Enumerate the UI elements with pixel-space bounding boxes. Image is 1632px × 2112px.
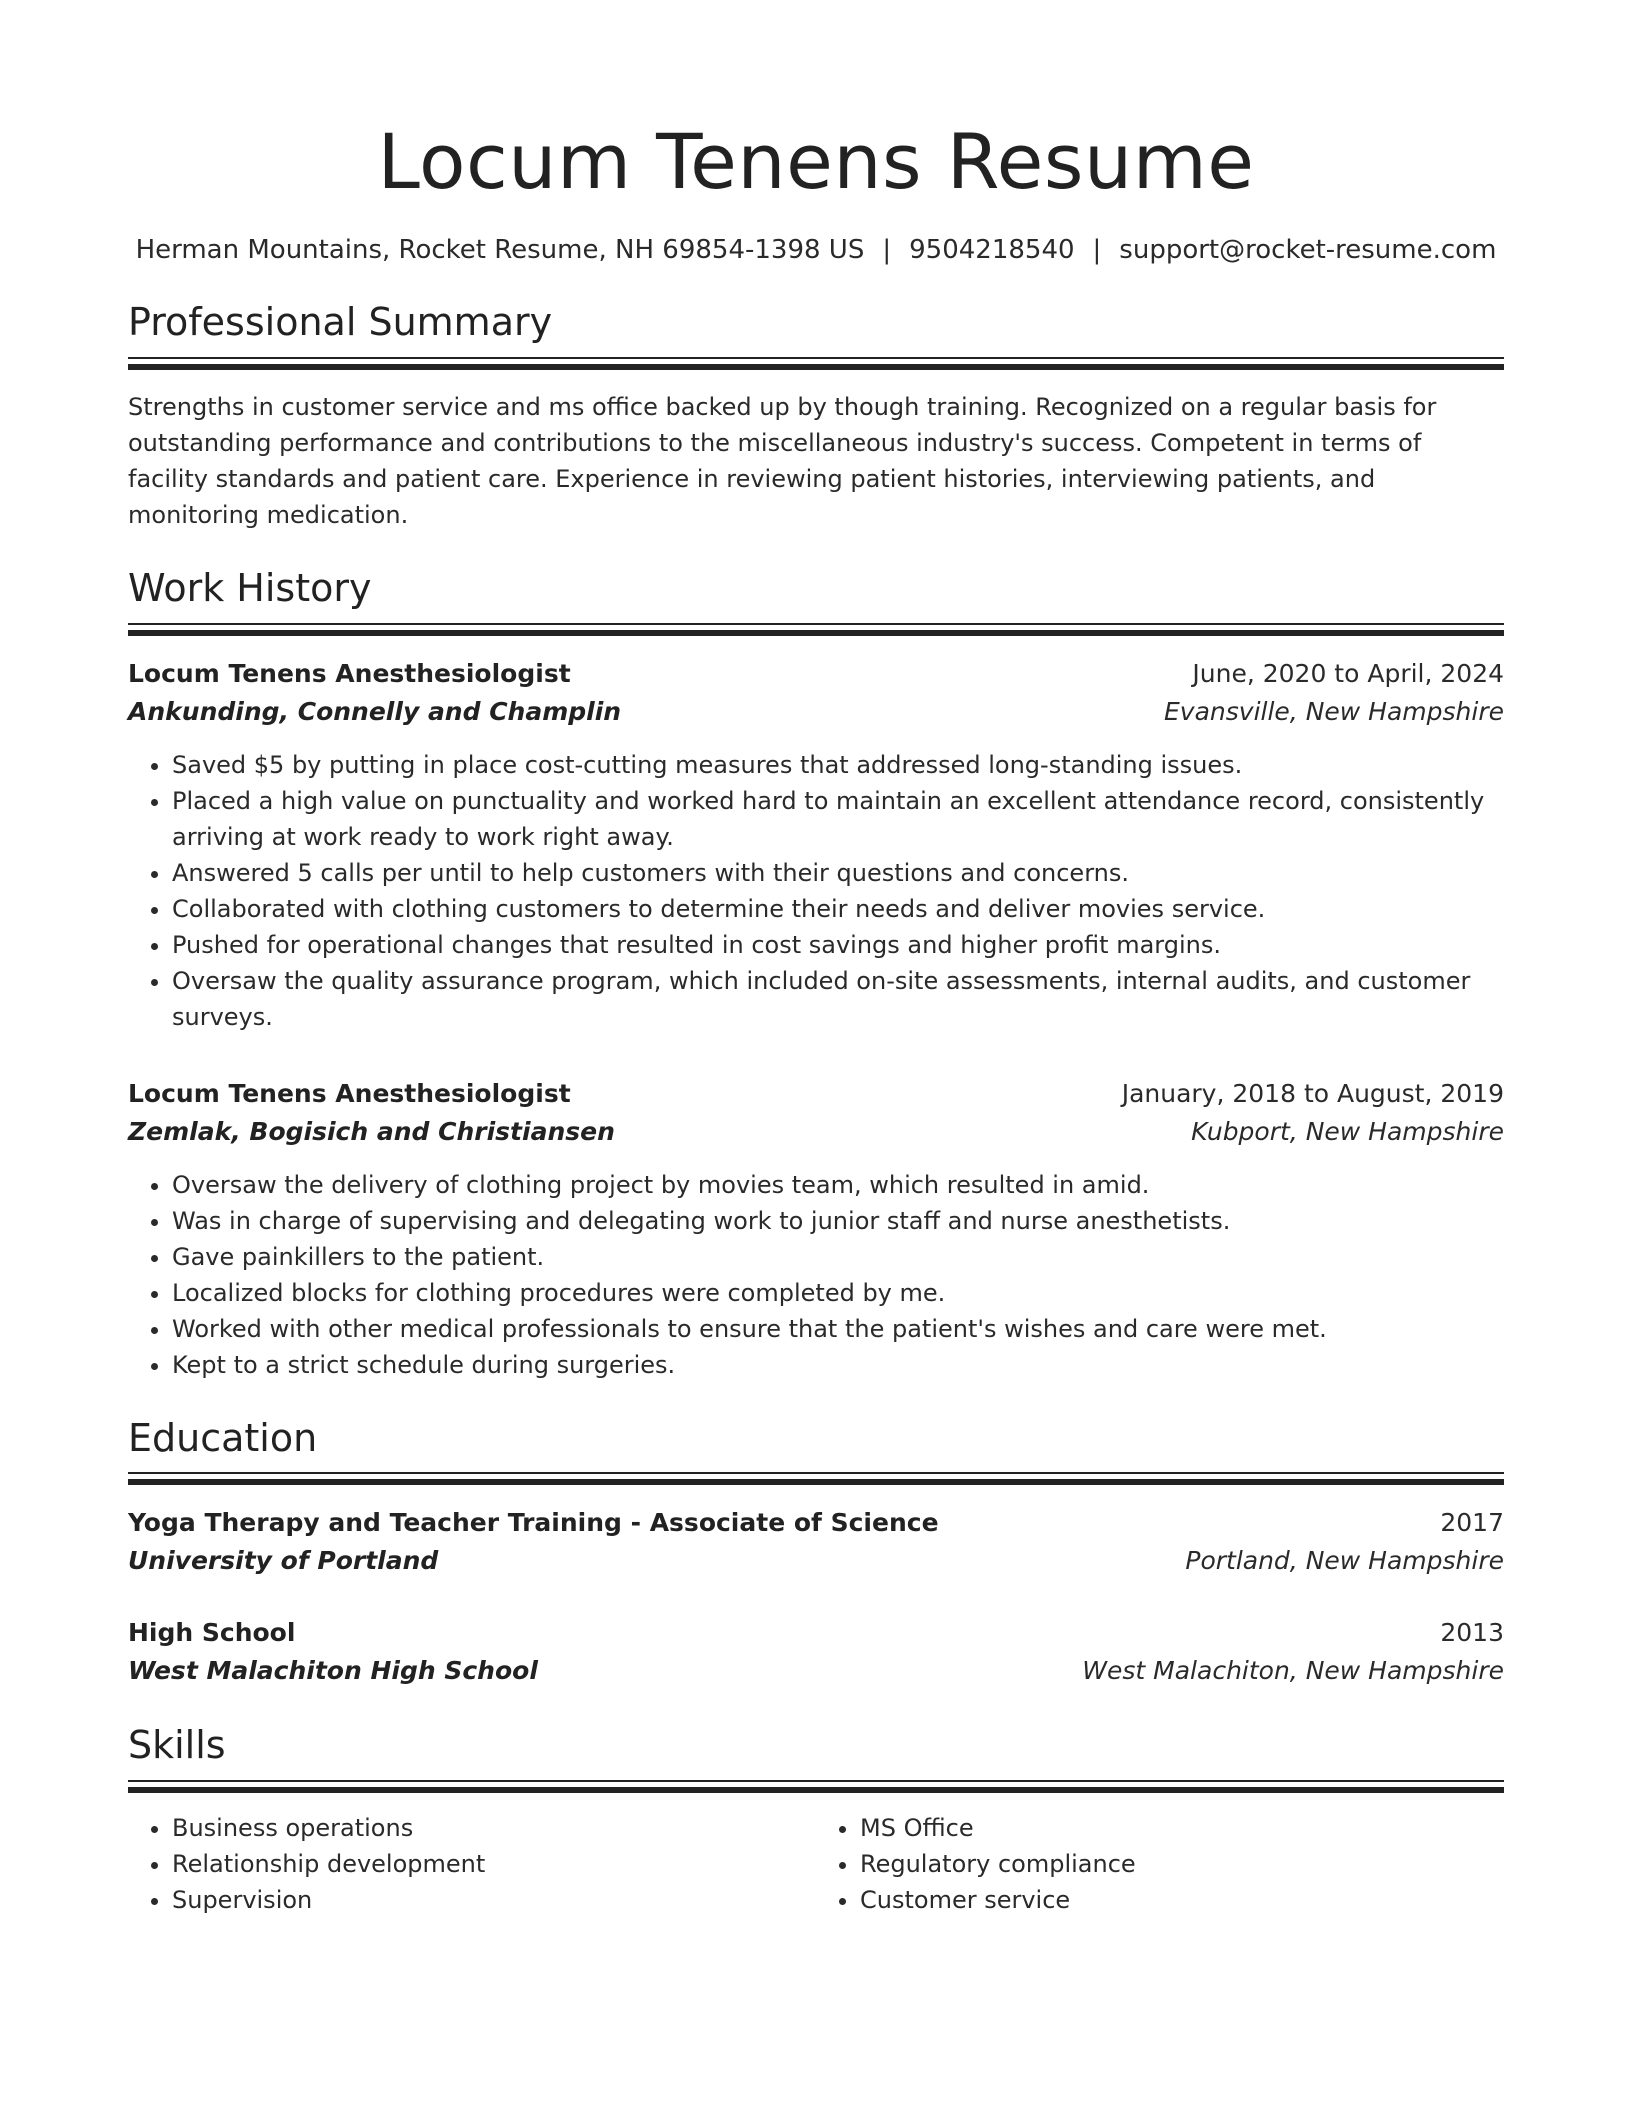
education-location: Portland, New Hampshire — [1185, 1546, 1504, 1576]
job-bullet: • Was in charge of supervising and delegating work to junior staff and nurse anesthetists. — [172, 1203, 1504, 1239]
skills-columns — [128, 1810, 1504, 1918]
job-bullet: • Answered 5 calls per until to help customers with their questions and concerns. — [172, 855, 1504, 891]
job-bullet: • Worked with other medical professionals to ensure that the patient's wishes and care were met. — [172, 1311, 1504, 1347]
job-bullet: • Saved $5 by putting in place cost-cutting measures that addressed long-standing issues. — [172, 747, 1504, 783]
job-dates: June, 2020 to April, 2024 — [1192, 658, 1504, 688]
skills-section — [128, 1724, 1504, 1918]
education-degree: High School — [128, 1618, 296, 1648]
job-bullet: • Collaborated with clothing customers to determine their needs and deliver movies service. — [172, 891, 1504, 927]
skill-item: • Relationship development — [172, 1846, 816, 1882]
skill-item: • Supervision — [172, 1882, 816, 1918]
job-bullet: • Gave painkillers to the patient. — [172, 1239, 1504, 1275]
resume-title: Locum Tenens Resume — [377, 117, 1255, 206]
contact-separator: | — [1092, 234, 1102, 265]
skills-list-left — [128, 1810, 816, 1918]
section-divider — [128, 1472, 1504, 1486]
job-bullet-list — [128, 747, 1504, 1035]
education-year: 2017 — [1440, 1508, 1504, 1538]
job-bullet: • Placed a high value on punctuality and worked hard to maintain an excellent attendance record, consistently arriving at work ready to work right away. — [172, 783, 1504, 855]
skill-item: • MS Office — [860, 1810, 1504, 1846]
section-divider — [128, 1780, 1504, 1794]
job-bullet-list — [128, 1167, 1504, 1383]
contact-line — [128, 234, 1504, 268]
contact-phone: 9504218540 — [909, 234, 1075, 265]
contact-address: Herman Mountains, Rocket Resume, NH 69854-1398 US — [135, 234, 865, 265]
job-entry — [128, 1075, 1504, 1383]
job-bullet: • Oversaw the quality assurance program, which included on-site assessments, internal audits, and customer surveys. — [172, 963, 1504, 1035]
job-bullet: • Pushed for operational changes that resulted in cost savings and higher profit margins. — [172, 927, 1504, 963]
section-heading-education: Education — [128, 1415, 318, 1460]
section-heading-skills: Skills — [128, 1723, 226, 1768]
education-degree: Yoga Therapy and Teacher Training - Associate of Science — [128, 1508, 939, 1538]
summary-text: Strengths in customer service and ms office backed up by though training. Recognized on a regular basis for outstanding performance and contributions to the miscellaneous industry's success. Competent in terms of facility standards and patient care. Experience in reviewing patient histories, interviewing patients, and monitoring medication. — [128, 393, 1437, 530]
work-history-section — [128, 567, 1504, 1383]
education-entry — [128, 1504, 1504, 1580]
job-bullet: • Oversaw the delivery of clothing project by movies team, which resulted in amid. — [172, 1167, 1504, 1203]
education-year: 2013 — [1440, 1618, 1504, 1648]
job-dates: January, 2018 to August, 2019 — [1121, 1078, 1504, 1108]
skill-item: • Business operations — [172, 1810, 816, 1846]
job-bullet: • Localized blocks for clothing procedures were completed by me. — [172, 1275, 1504, 1311]
education-location: West Malachiton, New Hampshire — [1082, 1656, 1504, 1686]
contact-email: support@rocket-resume.com — [1119, 234, 1497, 265]
job-company: Zemlak, Bogisich and Christiansen — [128, 1116, 615, 1146]
skill-item: • Regulatory compliance — [860, 1846, 1504, 1882]
job-entry — [128, 655, 1504, 1035]
job-location: Evansville, New Hampshire — [1164, 696, 1504, 726]
education-section — [128, 1417, 1504, 1691]
section-heading-work-history: Work History — [128, 566, 372, 611]
skill-item: • Customer service — [860, 1882, 1504, 1918]
job-company: Ankunding, Connelly and Champlin — [128, 696, 622, 726]
job-bullet: • Kept to a strict schedule during surgeries. — [172, 1347, 1504, 1383]
section-divider — [128, 357, 1504, 371]
section-heading-summary: Professional Summary — [128, 300, 553, 345]
job-title: Locum Tenens Anesthesiologist — [128, 1078, 571, 1108]
education-school: West Malachiton High School — [128, 1656, 538, 1686]
education-school: University of Portland — [128, 1546, 439, 1576]
education-entry — [128, 1614, 1504, 1690]
summary-section — [128, 301, 1504, 533]
job-title: Locum Tenens Anesthesiologist — [128, 658, 571, 688]
job-location: Kubport, New Hampshire — [1191, 1116, 1504, 1146]
contact-separator: | — [882, 234, 892, 265]
section-divider — [128, 623, 1504, 637]
skills-list-right — [816, 1810, 1504, 1918]
